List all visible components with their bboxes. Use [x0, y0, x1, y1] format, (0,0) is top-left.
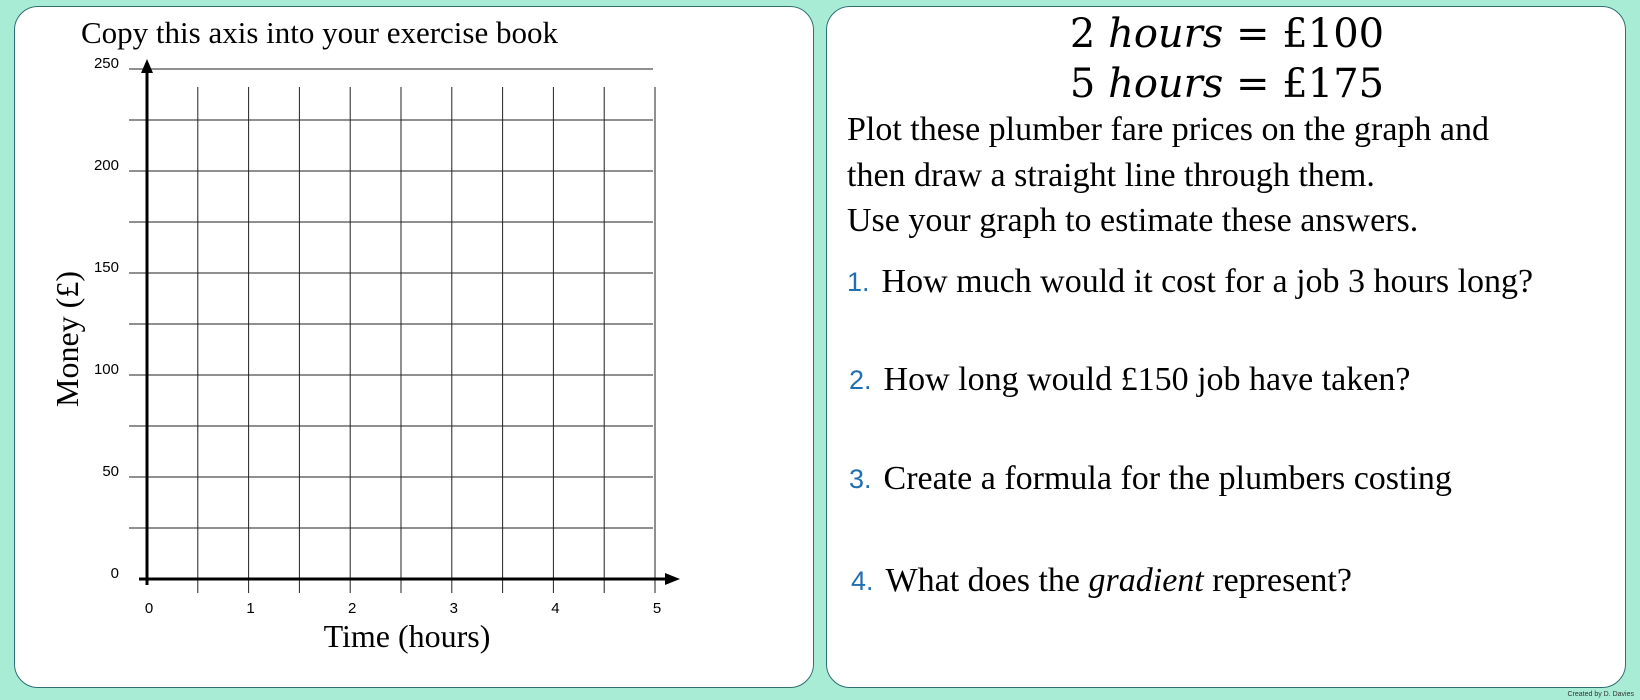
gradient-word: gradient [1088, 562, 1204, 599]
question-2: 2. How long would £150 job have taken? [849, 361, 1411, 398]
x-tick-label: 3 [449, 600, 458, 617]
question-3: 3. Create a formula for the plumbers costing [849, 460, 1452, 497]
credit-text: Created by D. Davies [1567, 691, 1634, 698]
panel-title: Copy this axis into your exercise book [81, 15, 558, 50]
x-tick-label: 4 [551, 600, 560, 617]
y-tick-label: 150 [93, 259, 119, 276]
question-4: 4. What does the gradient represent? [851, 562, 1352, 599]
y-tick-label: 50 [102, 463, 119, 480]
x-tick-label: 2 [348, 600, 357, 617]
y-tick-label: 200 [93, 157, 119, 174]
x-axis-arrow-icon [665, 573, 680, 585]
equation-1-unit: hours [1108, 11, 1224, 57]
y-tick-label: 0 [110, 565, 119, 582]
instructions [847, 107, 1489, 244]
graph-panel [14, 6, 814, 688]
x-tick-label: 1 [246, 600, 255, 617]
instruction-line: then draw a straight line through them. [847, 156, 1375, 194]
equation-1: 2 hours = £100 [1069, 11, 1385, 57]
x-tick-label: 5 [652, 600, 662, 617]
instruction-line: Use your graph to estimate these answers. [847, 202, 1419, 239]
equation-2: 5 hours = £175 [1069, 61, 1385, 107]
y-axis-arrow-icon [141, 59, 153, 73]
question-1: 1. How much would it cost for a job 3 hours long? [847, 263, 1534, 300]
equation-2-unit: hours [1108, 61, 1224, 107]
x-axis-label: Time (hours) [323, 618, 491, 654]
y-tick-label: 100 [93, 361, 119, 378]
grid-chart [15, 7, 815, 689]
y-axis-label: Money (£) [49, 271, 85, 407]
x-tick-label: 0 [144, 600, 154, 617]
y-tick-label: 250 [93, 55, 119, 72]
instruction-line: Plot these plumber fare prices on the graph and [847, 111, 1490, 148]
questions-panel [826, 6, 1626, 688]
